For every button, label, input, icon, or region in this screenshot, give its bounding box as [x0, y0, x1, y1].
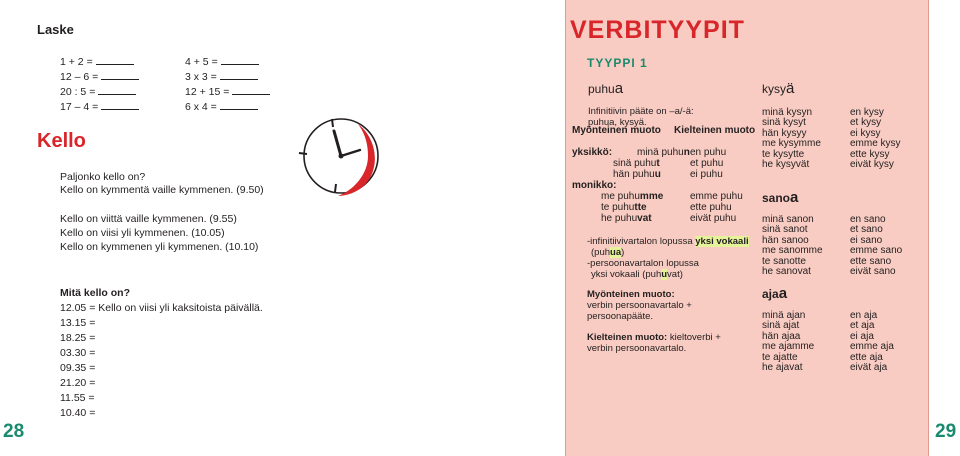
plural-label: monikko: [572, 180, 617, 191]
page-title: VERBITYYPIT [570, 16, 745, 44]
heading-kello: Kello [37, 130, 86, 152]
conj-neg-row: ette puhu [690, 202, 732, 213]
verb-kysya-negative: en kysy et kysy ei kysy emme kysy ette kysy eivät kysy [850, 107, 901, 171]
time-row: 13.15 = [60, 317, 96, 329]
math-row: 4 + 5 = [185, 55, 259, 68]
time-row: 09.35 = [60, 362, 96, 374]
conj-row: me puhumme [601, 191, 664, 202]
kello-text: Paljonko kello on? [60, 171, 146, 183]
verb-sanoa-positive: minä sanon sinä sanot hän sanoo me sanomme te sanotte he sanovat [762, 214, 823, 278]
conj-row: te puhutte [601, 202, 647, 213]
verb-ajaa-positive: minä ajan sinä ajat hän ajaa me ajamme te ajatte he ajavat [762, 310, 815, 374]
clock-icon [296, 112, 382, 198]
conj-neg-row: en puhu [690, 147, 727, 158]
col-positive: Myönteinen muoto [572, 125, 661, 136]
heading-laske: Laske [37, 22, 74, 37]
right-page [480, 0, 960, 456]
question-heading: Mitä kello on? [60, 287, 131, 299]
math-row: 12 – 6 = [60, 70, 139, 83]
conj-row: he puhuvat [601, 213, 652, 224]
positive-definition: Myönteinen muoto: verbin persoonavartalo + persoonapääte. [587, 289, 692, 322]
kello-text: Kello on viittä vaille kymmenen. (9.55) [60, 213, 237, 225]
col-negative: Kielteinen muoto [674, 125, 756, 136]
rule-notes: -infinitiivivartalon lopussa yksi vokaali (puhua) -persoonavartalon lopussa yksi vokaali (puhuvat) [587, 236, 749, 280]
conj-row: sinä puhut [613, 158, 660, 169]
verb-ajaa-title: ajaa [762, 285, 788, 302]
math-row: 1 + 2 = [60, 55, 134, 68]
conj-neg-row: et puhu [690, 158, 724, 169]
math-row: 6 x 4 = [185, 100, 258, 113]
math-row: 20 : 5 = [60, 85, 136, 98]
type-label: TYYPPI 1 [587, 56, 648, 70]
conj-neg-row: eivät puhu [690, 213, 737, 224]
time-row: 11.55 = [60, 392, 95, 404]
page-number: 29 [935, 421, 957, 442]
conj-neg-row: emme puhu [690, 191, 743, 202]
kello-text: Kello on kymmenen yli kymmenen. (10.10) [60, 241, 259, 253]
verb-ajaa-negative: en aja et aja ei aja emme aja ette aja eivät aja [850, 310, 894, 374]
kello-text: Kello on kymmentä vaille kymmenen. (9.50) [60, 184, 264, 196]
infinitive-note: Infinitiivin pääte on –a/-ä: puhua, kysyä. [588, 106, 694, 128]
conj-neg-row: ei puhu [690, 169, 723, 180]
verb-kysya-positive: minä kysyn sinä kysyt hän kysyy me kysymme te kysytte he kysyvät [762, 107, 821, 171]
time-row: 18.25 = [60, 332, 96, 344]
math-row: 3 x 3 = [185, 70, 258, 83]
verb-puhua-title: puhua [588, 80, 624, 97]
math-row: 17 – 4 = [60, 100, 139, 113]
math-row: 12 + 15 = [185, 85, 270, 98]
conj-row: hän puhuu [613, 169, 661, 180]
time-row: 10.40 = [60, 407, 96, 419]
time-row: 21.20 = [60, 377, 96, 389]
singular-label: yksikkö: [572, 147, 613, 158]
kello-text: Kello on viisi yli kymmenen. (10.05) [60, 227, 225, 239]
page-number: 28 [3, 421, 25, 442]
verb-sanoa-negative: en sano et sano ei sano emme sano ette sano eivät sano [850, 214, 903, 278]
verb-sanoa-title: sanoa [762, 189, 799, 206]
time-row: 12.05 = Kello on viisi yli kaksitoista päivällä. [60, 302, 263, 314]
conj-row: minä puhun [637, 147, 690, 158]
verb-kysya-title: kysyä [762, 80, 795, 97]
time-row: 03.30 = [60, 347, 96, 359]
negative-definition: Kielteinen muoto: kieltoverbi + verbin persoonavartalo. [587, 332, 721, 354]
